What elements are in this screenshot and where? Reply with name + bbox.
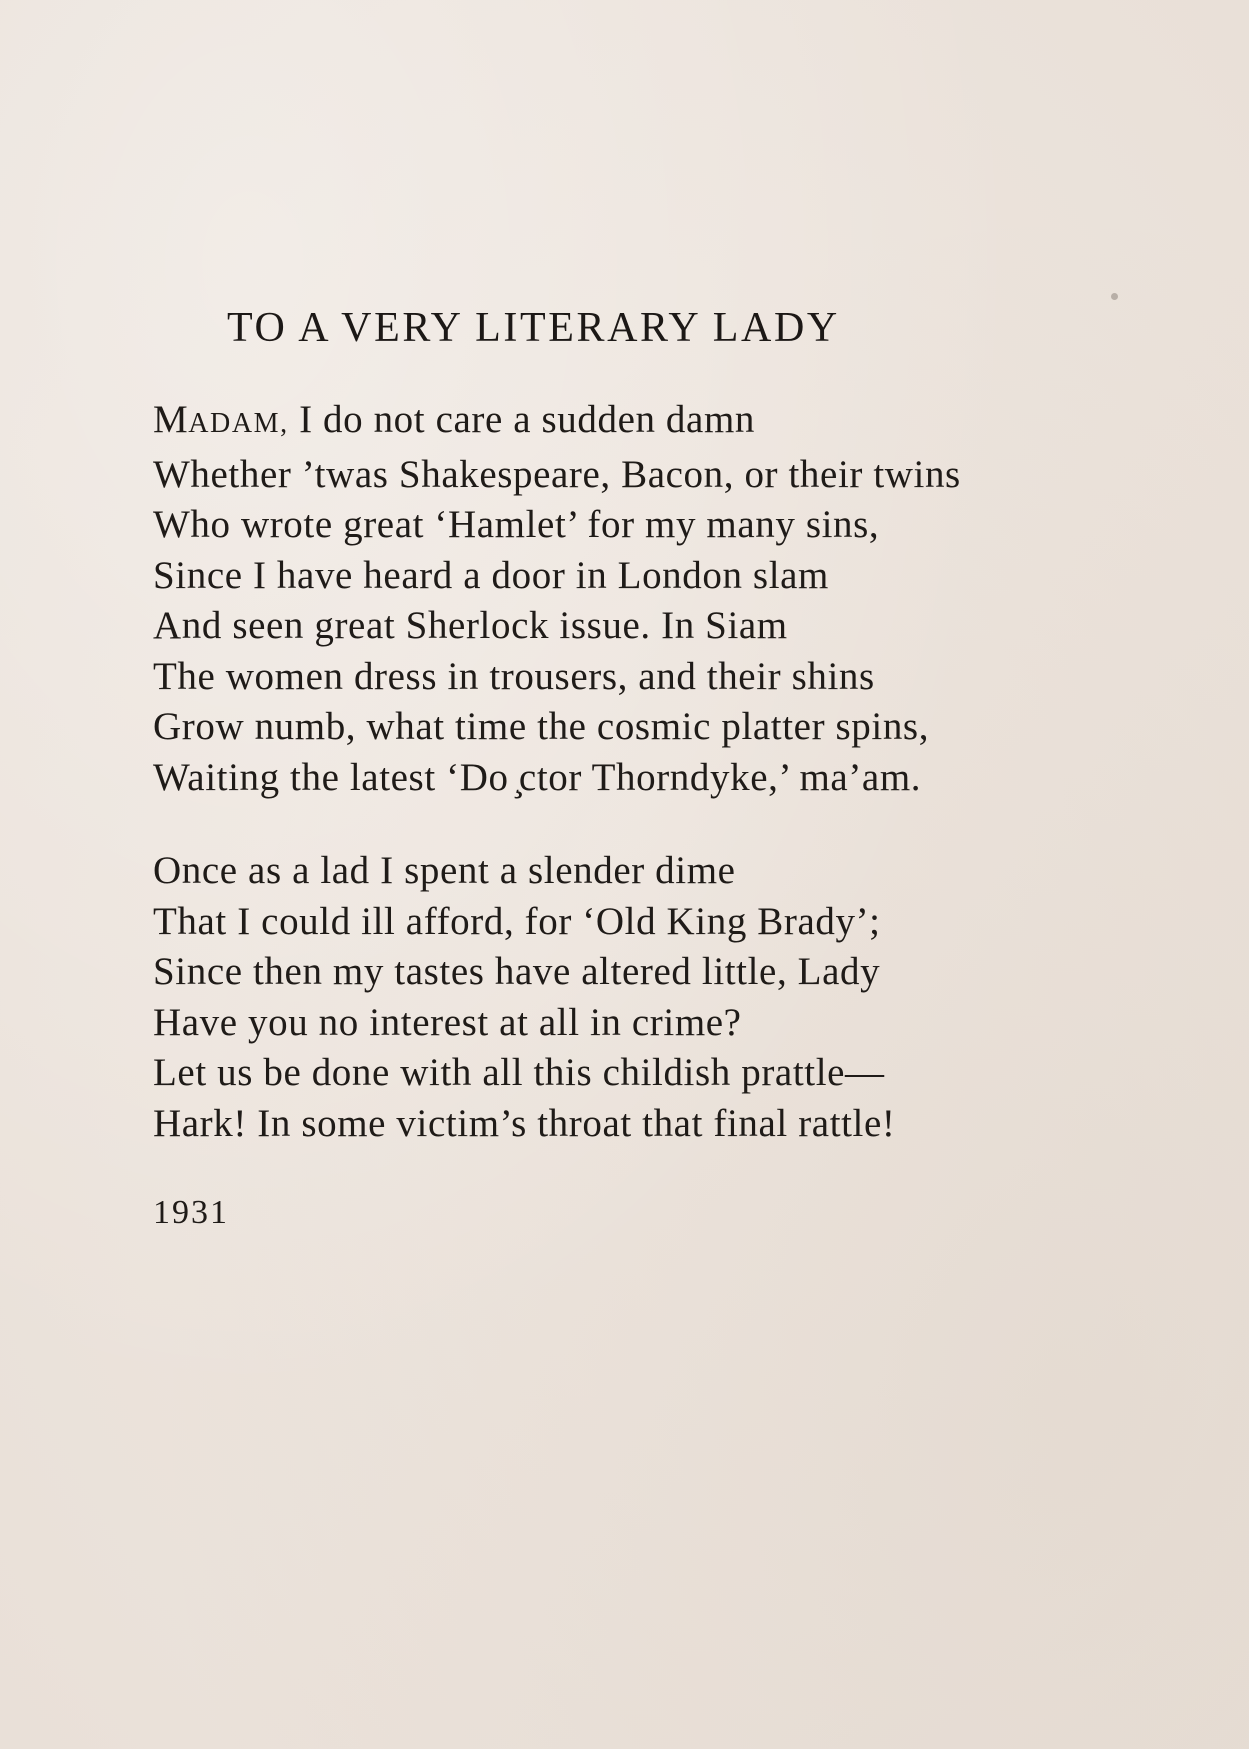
stanza-1 [153,395,1113,803]
poem-line-10: That I could ill afford, for ‘Old King Brady’; [153,899,881,943]
opening-word-smallcaps: ADAM, [188,408,289,439]
poem-date: 1931 [153,1194,229,1231]
poem-line-12: Have you no interest at all in crime? [153,1000,742,1044]
poem-line-1 [153,395,1113,450]
poem-line-7: Grow numb, what time the cosmic platter spins, [153,705,930,748]
poem-line-9: Once as a lad I spent a slender dime [153,849,736,892]
paper-speck [1111,293,1118,300]
poem-line-5: And seen great Sherlock issue. In Siam [153,604,788,647]
poem-line-13: Let us be done with all this childish prattle— [153,1051,885,1094]
poem-line-4: Since I have heard a door in London slam [153,553,829,597]
poem-line-11: Since then my tastes have altered little, Lady [153,950,881,993]
opening-line-text: I do not care a sudden damn [288,398,755,441]
poem-title: TO A VERY LITERARY LADY [227,305,840,351]
poem-line-3: Who wrote great ‘Hamlet’ for my many sins, [153,503,880,546]
opening-initial: M [153,398,189,441]
poem-line-6: The women dress in trousers, and their shins [153,654,875,698]
poem-line-2: Whether ’twas Shakespeare, Bacon, or their twins [153,452,961,496]
stanza-2 [153,846,1113,1149]
poem-line-8: Waiting the latest ‘Do ̧ctor Thorndyke,’ ma’am. [153,755,922,799]
poem-line-14: Hark! In some victim’s throat that final rattle! [153,1101,896,1145]
